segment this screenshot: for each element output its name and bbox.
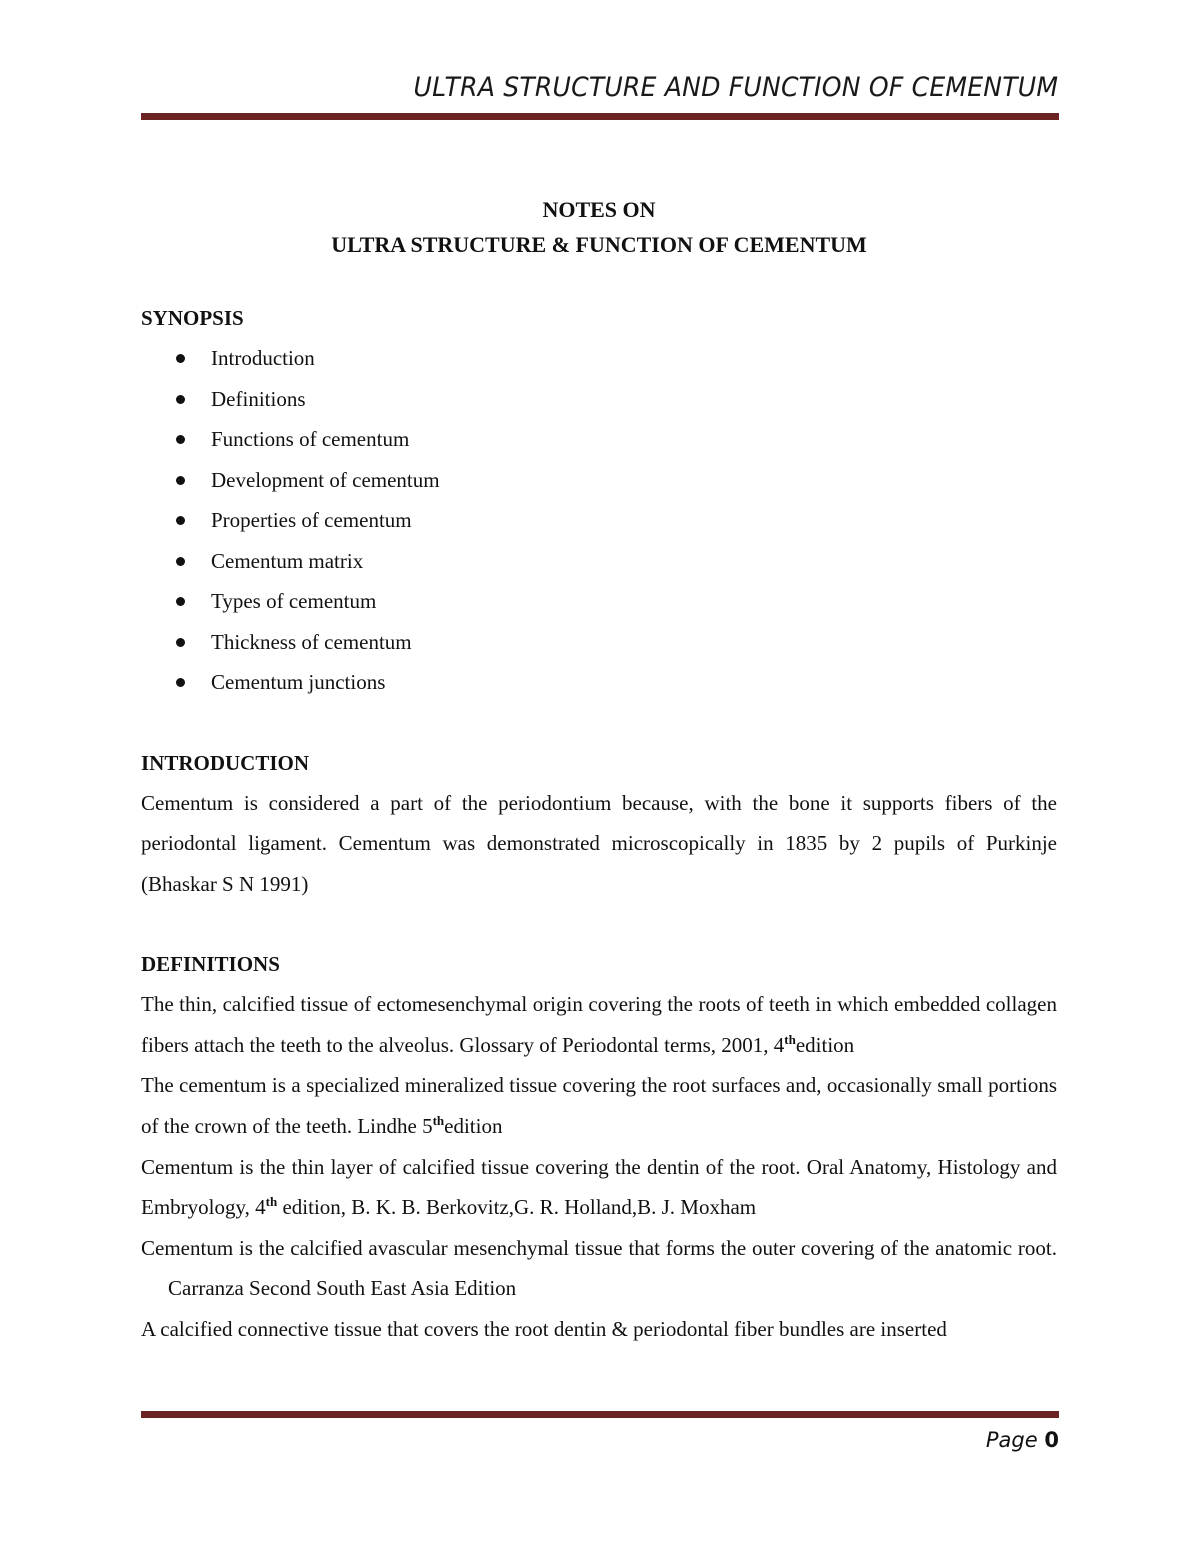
- doc-title-line1: NOTES ON: [542, 197, 656, 222]
- footer-rule: [141, 1411, 1059, 1418]
- page-label: Page: [985, 1428, 1038, 1452]
- definition-5: A calcified connective tissue that covers the root dentin & periodontal fiber bundles are inserted: [141, 1317, 947, 1342]
- list-item: Cementum matrix: [141, 541, 1057, 582]
- running-header: ULTRA STRUCTURE AND FUNCTION OF CEMENTUM: [413, 72, 1058, 103]
- bullet-icon: [176, 435, 185, 444]
- page-footer: [986, 1428, 1059, 1452]
- bullet-icon: [176, 557, 185, 566]
- list-item: Introduction: [141, 338, 1057, 379]
- introduction-paragraph: Cementum is considered a part of the periodontium because, with the bone it supports fibers of the periodontal ligament. Cementum was demonstrated microscopically in 1835 by 2 pupils of Purkinje (Bhaskar S N 1991): [141, 790, 1057, 896]
- bullet-icon: [176, 354, 185, 363]
- definition-1: The thin, calcified tissue of ectomesenchymal origin covering the roots of teeth in which embedded collagen fibers attach the teeth to the alveolus. Glossary of Periodontal terms, 2001, 4thedition: [141, 992, 1057, 1057]
- definition-3: Cementum is the thin layer of calcified tissue covering the dentin of the root. Oral Anatomy, Histology and Embryology, 4th edition, B. K. B. Berkovitz,G. R. Holland,B. J. Moxham: [141, 1154, 1057, 1220]
- bullet-icon: [176, 516, 185, 525]
- introduction-heading: INTRODUCTION: [141, 750, 310, 775]
- list-item: Development of cementum: [141, 460, 1057, 501]
- bullet-icon: [176, 395, 185, 404]
- list-item: Definitions: [141, 379, 1057, 420]
- list-item: Thickness of cementum: [141, 622, 1057, 663]
- list-item: Cementum junctions: [141, 662, 1057, 703]
- bullet-icon: [176, 638, 185, 647]
- bullet-icon: [176, 476, 185, 485]
- definition-2: The cementum is a specialized mineralized tissue covering the root surfaces and, occasionally small portions of the crown of the teeth. Lindhe 5thedition: [141, 1073, 1057, 1139]
- synopsis-heading: SYNOPSIS: [141, 306, 244, 330]
- header-rule: [141, 113, 1059, 120]
- synopsis-list: [141, 338, 1057, 703]
- list-item: Functions of cementum: [141, 419, 1057, 460]
- list-item: Properties of cementum: [141, 500, 1057, 541]
- page-body: [141, 192, 1057, 1350]
- definitions-heading: DEFINITIONS: [141, 952, 280, 977]
- definition-4: Cementum is the calcified avascular mesenchymal tissue that forms the outer covering of the anatomic root. Carranza Second South East Asia Edition: [141, 1235, 1057, 1301]
- bullet-icon: [176, 678, 185, 687]
- doc-title-line2: ULTRA STRUCTURE & FUNCTION OF CEMENTUM: [331, 232, 867, 257]
- bullet-icon: [176, 597, 185, 606]
- page-number: 0: [1044, 1428, 1059, 1452]
- list-item: Types of cementum: [141, 581, 1057, 622]
